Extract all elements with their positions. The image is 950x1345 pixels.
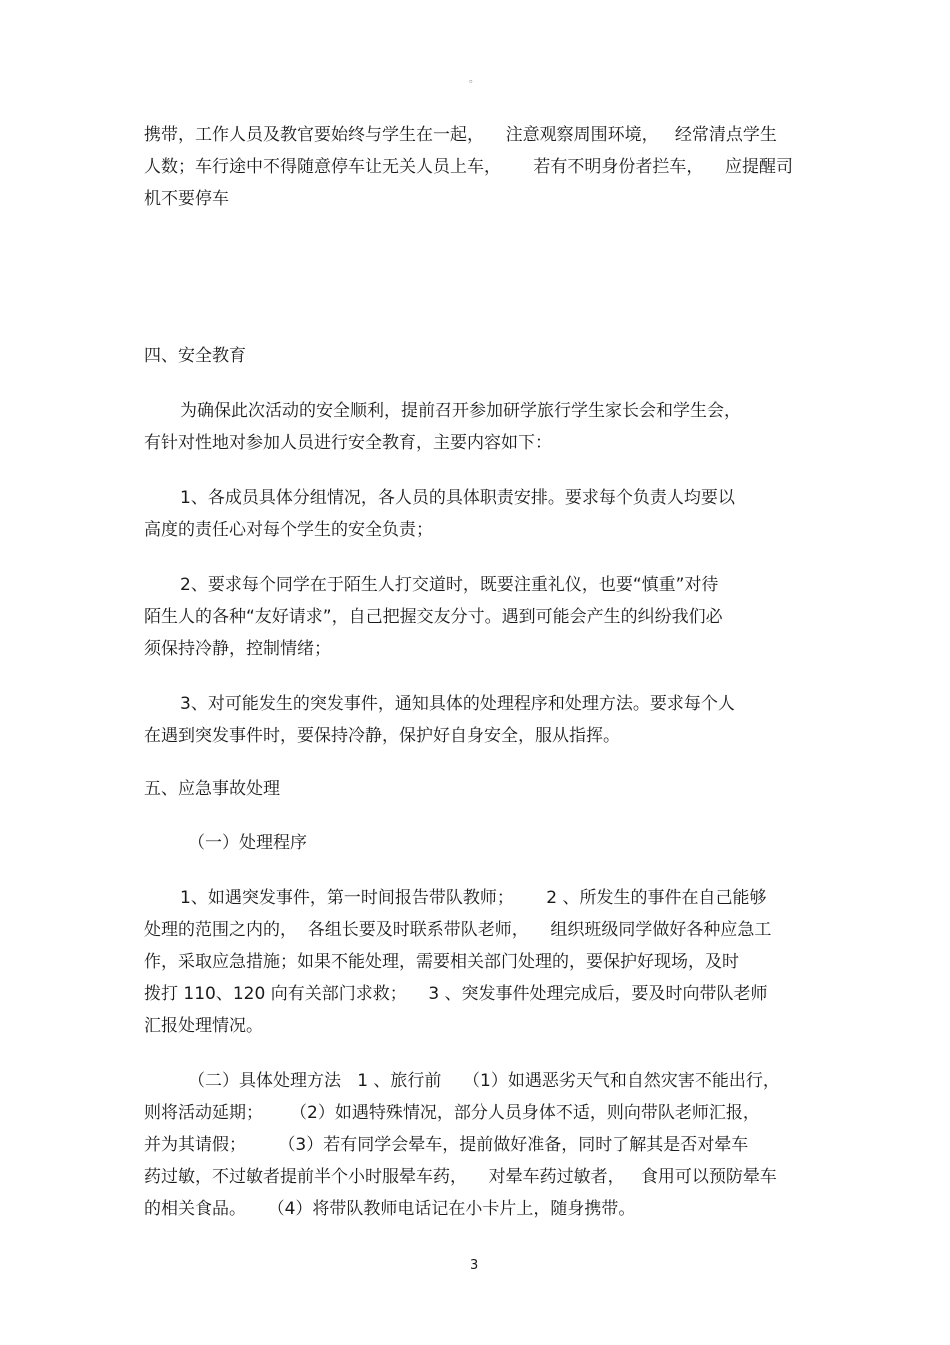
paragraph-line: 陌生人的各种“友好请求”，自己把握交友分寸。遇到可能会产生的纠纷我们必 [144, 607, 723, 627]
paragraph-line: 并为其请假； （3）若有同学会晕车，提前做好准备，同时了解其是否对晕车 [144, 1135, 749, 1155]
paragraph-line: 为确保此次活动的安全顺利，提前召开参加研学旅行学生家长会和学生会， [180, 401, 741, 421]
paragraph-line: 有针对性地对参加人员进行安全教育，主要内容如下： [144, 433, 552, 453]
paragraph-line: 3、对可能发生的突发事件，通知具体的处理程序和处理方法。要求每个人 [180, 694, 735, 714]
paragraph-line: 药过敏，不过敏者提前半个小时服晕车药， 对晕车药过敏者， 食用可以预防晕车 [144, 1167, 777, 1187]
subsection-heading: （一）处理程序 [188, 833, 307, 853]
paragraph-line: 拨打 110、120 向有关部门求救； 3 、突发事件处理完成后，要及时向带队老师 [144, 984, 768, 1004]
paragraph-line: 汇报处理情况。 [144, 1016, 263, 1036]
paragraph-line: 在遇到突发事件时，要保持冷静，保护好自身安全，服从指挥。 [144, 726, 620, 746]
paragraph-line: 携带，工作人员及教官要始终与学生在一起， 注意观察周围环境， 经常清点学生 [144, 125, 777, 145]
section-heading: 五、应急事故处理 [144, 779, 280, 799]
paragraph-line: 须保持冷静，控制情绪； [144, 639, 331, 659]
paragraph-line: 作，采取应急措施；如果不能处理，需要相关部门处理的，要保护好现场，及时 [144, 952, 739, 972]
paragraph-line: （二）具体处理方法 1 、旅行前 （1）如遇恶劣天气和自然灾害不能出行， [188, 1071, 780, 1091]
paragraph-line: 则将活动延期； （2）如遇特殊情况，部分人员身体不适，则向带队老师汇报， [144, 1103, 760, 1123]
paragraph-line: 的相关食品。 （4）将带队教师电话记在小卡片上，随身携带。 [144, 1199, 636, 1219]
section-heading: 四、安全教育 [144, 346, 246, 366]
paragraph-line: 处理的范围之内的， 各组长要及时联系带队老师， 组织班级同学做好各种应急工 [144, 920, 772, 940]
header-mark: 。 [469, 74, 479, 85]
paragraph-line: 1、各成员具体分组情况，各人员的具体职责安排。要求每个负责人均要以 [180, 488, 735, 508]
paragraph-line: 1、如遇突发事件，第一时间报告带队教师； 2 、所发生的事件在自己能够 [180, 888, 767, 908]
page-number: 3 [470, 1258, 479, 1273]
paragraph-line: 机不要停车 [144, 189, 229, 209]
paragraph-line: 人数；车行途中不得随意停车让无关人员上车， 若有不明身份者拦车， 应提醒司 [144, 157, 794, 177]
paragraph-line: 高度的责任心对每个学生的安全负责； [144, 520, 433, 540]
paragraph-line: 2、要求每个同学在于陌生人打交道时，既要注重礼仪，也要“慎重”对待 [180, 575, 719, 595]
